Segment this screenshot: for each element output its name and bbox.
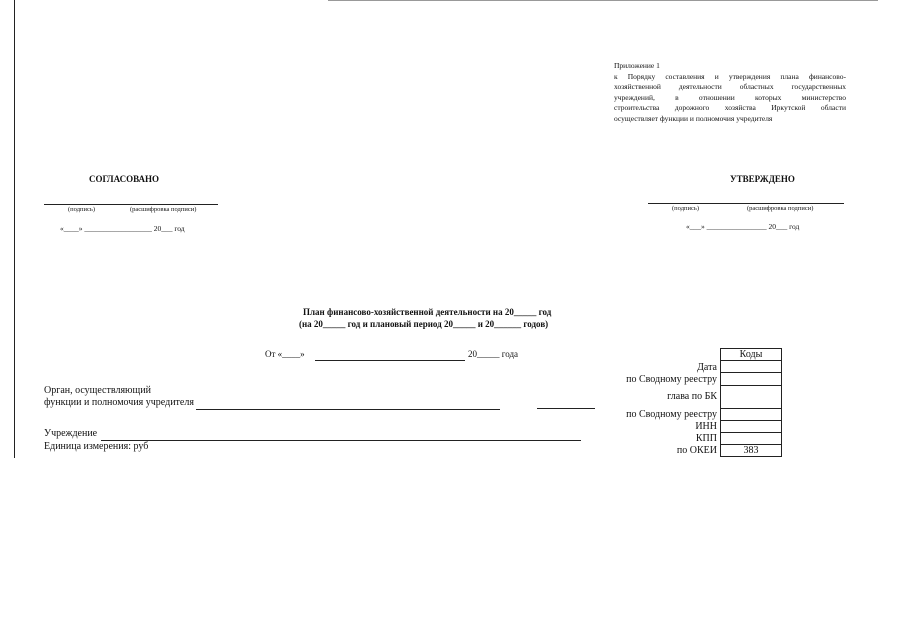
unit-label: Единица измерения: руб [44,441,149,452]
agreed-signature-line [44,204,218,205]
plan-title-line1: План финансово-хозяйственной деятельности на 20_____ год [303,307,552,317]
code-cell-kpp[interactable] [721,433,782,445]
codes-header: Коды [721,349,782,361]
approved-signature-line [648,203,844,204]
code-cell-date[interactable] [721,361,782,373]
code-cell-inn[interactable] [721,421,782,433]
code-label-inn: ИНН [695,421,717,432]
code-cell-bk[interactable] [721,386,782,409]
codes-table [720,348,782,457]
code-cell-register-1[interactable] [721,373,782,386]
appendix-line: осуществляет функции и полномочия учредителя [614,113,773,123]
institution-field-line[interactable] [101,440,581,441]
code-label-kpp: КПП [695,433,717,444]
approved-signature-caption: (подпись) [672,205,699,212]
code-cell-register-2[interactable] [721,409,782,421]
organ-field-line-extra [537,408,595,409]
organ-field-line[interactable] [196,409,500,410]
organ-label-line2: функции и полномочия учредителя [44,397,194,408]
code-label-okei: по ОКЕИ [676,445,717,456]
appendix-title: Приложение 1 [614,61,660,70]
appendix-line: учреждений, в отношении которых министерство [614,92,846,102]
plan-date-prefix: От «____» [265,349,305,359]
code-label-bk: глава по БК [667,391,717,402]
agreed-date-line: «____» __________________ 20___ год [60,224,185,233]
plan-title-line2: (на 20_____ год и плановый период 20_____ и 20______ годов) [299,319,549,329]
scan-edge-top [328,0,878,1]
approved-decode-caption: (расшифровка подписи) [747,205,814,212]
approved-date-line: «___» ________________ 20___ год [686,222,800,231]
appendix-line: строительства дорожного хозяйства Иркутской области [614,103,846,113]
appendix-line: хозяйственной деятельности областных государственных [614,82,846,92]
scan-edge-left [14,0,15,458]
code-label-date: Дата [697,362,717,373]
agreed-heading: СОГЛАСОВАНО [89,174,160,184]
institution-label: Учреждение [44,428,98,439]
appendix-line: к Порядку составления и утверждения плана финансово- [614,71,846,81]
agreed-decode-caption: (расшифровка подписи) [130,206,197,213]
code-label-register-2: по Сводному реестру [626,409,717,420]
plan-date-month-line [315,360,465,361]
appendix-block [614,61,846,125]
plan-date-suffix: 20_____ года [468,349,519,359]
approved-heading: УТВЕРЖДЕНО [730,174,795,184]
code-label-register-1: по Сводному реестру [626,374,717,385]
organ-label-line1: Орган, осуществляющий [44,385,151,396]
code-cell-okei: 383 [721,445,782,457]
agreed-signature-caption: (подпись) [68,206,95,213]
